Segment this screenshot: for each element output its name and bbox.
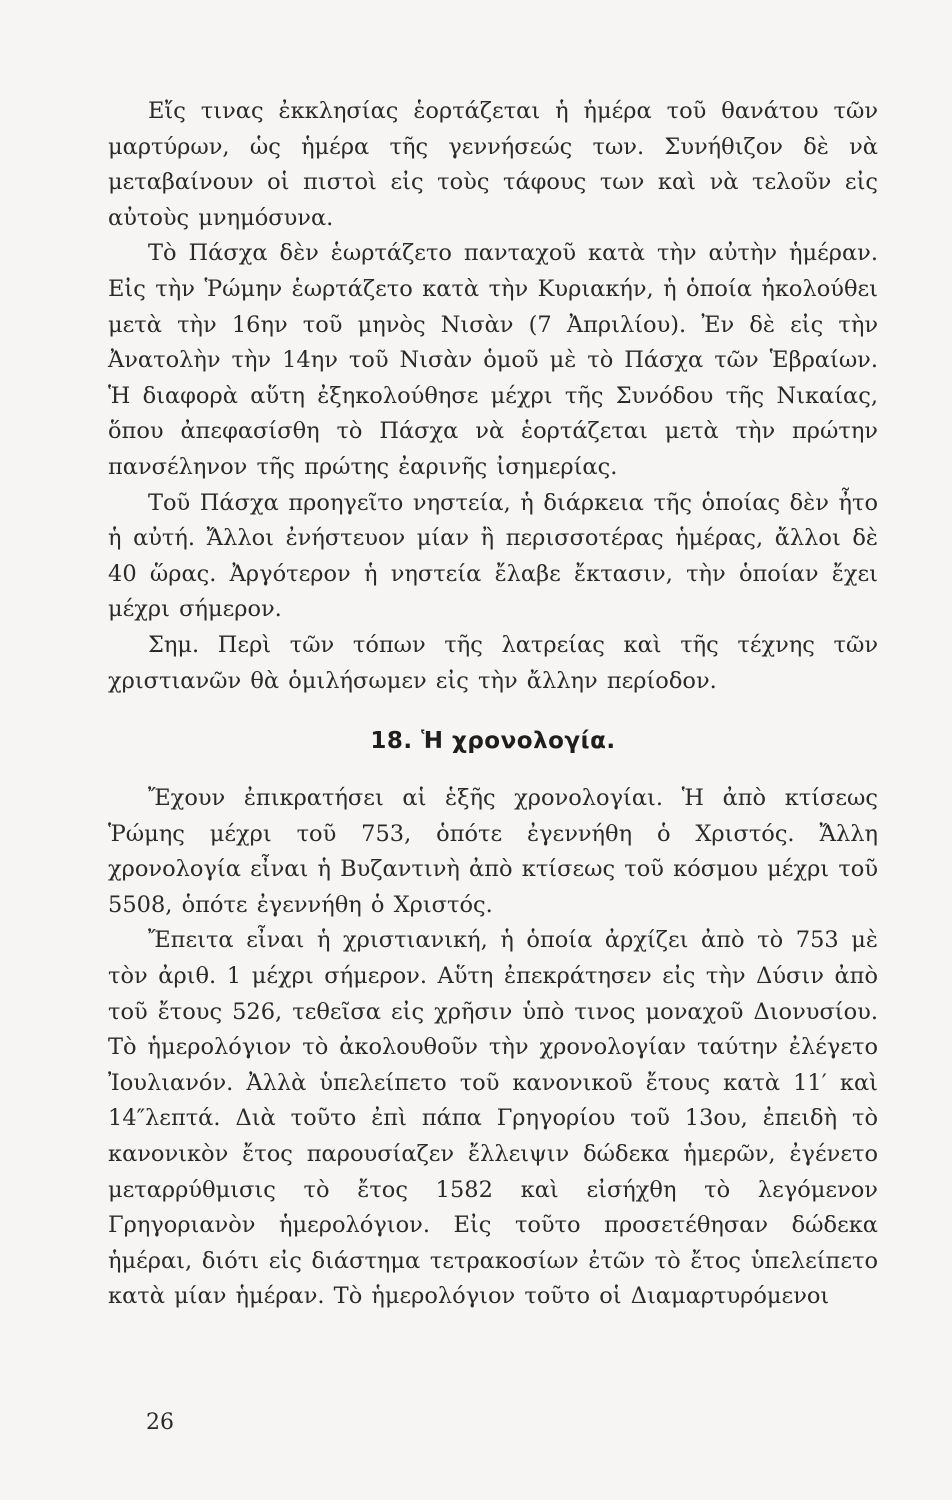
paragraph-christian-calendar: Ἔπειτα εἶναι ἡ χριστιανική, ἡ ὁποία ἀρχίζει ἀπὸ τὸ 753 μὲ τὸν ἀριθ. 1 μέχρι σήμερον. Αὕτη ἐπεκράτησεν εἰς τὴν Δύσιν ἀπὸ τοῦ ἔτους 526, τεθεῖσα εἰς χρῆσιν ὑπὸ τινος μοναχοῦ Διονυσίου. Τὸ ἡμερολόγιον τὸ ἀκολουθοῦν τὴν χρονολογίαν ταύτην ἐλέγετο Ἰουλιανόν. Ἀλλὰ ὑπελείπετο τοῦ κανονικοῦ ἔτους κατὰ 11′ καὶ 14″λεπτά. Διὰ τοῦτο ἐπὶ πάπα Γρηγορίου τοῦ 13ου, ἐπειδὴ τὸ κανονικὸν ἔτος παρουσίαζεν ἔλλειψιν δώδεκα ἡμερῶν, ἐγένετο μεταρρύθμισις τὸ ἔτος 1582 καὶ εἰσήχθη τὸ λεγόμενον Γρηγοριανὸν ἡμερολόγιον. Εἰς τοῦτο προσετέθησαν δώδεκα ἡμέραι, διότι εἰς διάστημα τετρακοσίων ἐτῶν τὸ ἔτος ὑπελείπετο κατὰ μίαν ἡμέραν. Τὸ ἡμερολόγιον τοῦτο οἱ Διαμαρτυρόμενοι: [108, 927, 878, 1310]
paragraph-martyrs: Εἴς τινας ἐκκλησίας ἑορτάζεται ἡ ἡμέρα τοῦ θανάτου τῶν μαρτύρων, ὡς ἡμέρα τῆς γεννήσεώς των. Συνήθιζον δὲ νὰ μεταβαίνουν οἱ πιστοὶ εἰς τοὺς τάφους των καὶ νὰ τελοῦν εἰς αὐτοὺς μνημόσυνα.: [108, 98, 878, 231]
paragraph-fasting: Τοῦ Πάσχα προηγεῖτο νηστεία, ἡ διάρκεια τῆς ὁποίας δὲν ἦτο ἡ αὐτή. Ἄλλοι ἐνήστευον μίαν ἢ περισσοτέρας ἡμέρας, ἄλλοι δὲ 40 ὥρας. Ἀργότερον ἡ νηστεία ἔλαβε ἔκτασιν, τὴν ὁποίαν ἔχει μέχρι σήμερον.: [108, 489, 878, 623]
book-page: [108, 94, 878, 1315]
paragraph-note: Σημ. Περὶ τῶν τόπων τῆς λατρείας καὶ τῆς τέχνης τῶν χριστιανῶν θὰ ὁμιλήσωμεν εἰς τὴν ἄλλην περίοδον.: [108, 631, 878, 694]
page-number: 26: [146, 1410, 174, 1435]
section-heading: 18. Ἡ χρονολογία.: [370, 728, 616, 755]
paragraph-easter-date: Τὸ Πάσχα δὲν ἑωρτάζετο πανταχοῦ κατὰ τὴν αὐτὴν ἡμέραν. Εἰς τὴν Ῥώμην ἑωρτάζετο κατὰ τὴν Κυριακήν, ἡ ὁποία ἠκολούθει μετὰ τὴν 16ην τοῦ μηνὸς Νισὰν (7 Ἀπριλίου). Ἐν δὲ εἰς τὴν Ἀνατολὴν τὴν 14ην τοῦ Νισὰν ὁμοῦ μὲ τὸ Πάσχα τῶν Ἑβραίων. Ἡ διαφορὰ αὕτη ἐξηκολούθησε μέχρι τῆς Συνόδου τῆς Νικαίας, ὅπου ἀπεφασίσθη τὸ Πάσχα νὰ ἑορτάζεται μετὰ τὴν πρώτην πανσέληνον τῆς πρώτης ἐαρινῆς ἰσημερίας.: [108, 240, 878, 480]
paragraph-chronologies: Ἔχουν ἐπικρατήσει αἱ ἑξῆς χρονολογίαι. Ἡ ἀπὸ κτίσεως Ῥώμης μέχρι τοῦ 753, ὁπότε ἐγεννήθη ὁ Χριστός. Ἄλλη χρονολογία εἶναι ἡ Βυζαντινὴ ἀπὸ κτίσεως τοῦ κόσμου μέχρι τοῦ 5508, ὁπότε ἐγεννήθη ὁ Χριστός.: [108, 785, 878, 918]
